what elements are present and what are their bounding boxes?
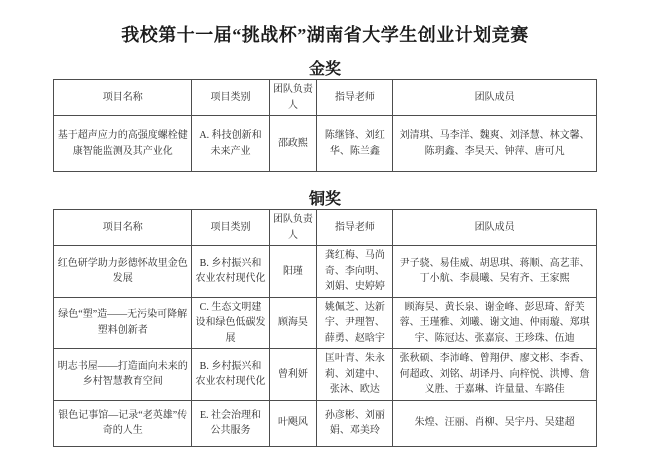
section-heading-bronze: 铜奖 [308, 191, 341, 208]
bronze-table-row [54, 297, 597, 349]
cell-category: A. 科技创新和未来产业 [192, 116, 269, 172]
column-header-advisors: 指导老师 [317, 80, 393, 116]
bronze-table-row [54, 246, 597, 298]
cell-project-name: 基于超声应力的高强度螺栓健康智能监测及其产业化 [54, 116, 192, 172]
bronze-award-table [53, 209, 597, 447]
cell-team-leader: 阳瑾 [269, 246, 317, 298]
column-header-members: 团队成员 [393, 80, 597, 116]
column-header-team-leader: 团队负责人 [269, 210, 317, 246]
cell-category: E. 社会治理和公共服务 [192, 400, 269, 446]
bronze-table-row [54, 349, 597, 401]
cell-advisors: 龚红梅、马尚奇、李向明、刘娟、史婷婷 [317, 246, 393, 298]
bronze-table-row [54, 400, 597, 446]
gold-table-row [54, 116, 597, 172]
cell-advisors: 陈继锋、刘红华、陈兰鑫 [317, 116, 393, 172]
column-header-category: 项目类别 [192, 80, 269, 116]
cell-advisors: 孙彦彬、刘丽娟、邓美玲 [317, 400, 393, 446]
cell-members: 尹子骁、易佳威、胡思琪、蒋顺、高艺菲、丁小航、李晨曦、吴宥齐、王家熙 [393, 246, 597, 298]
column-header-category: 项目类别 [192, 210, 269, 246]
column-header-advisors: 指导老师 [317, 210, 393, 246]
cell-category: C. 生态文明建设和绿色低碳发展 [192, 297, 269, 349]
gold-table-header-row [54, 80, 597, 116]
bronze-table-header-row [54, 210, 597, 246]
cell-team-leader: 顾海昊 [269, 297, 317, 349]
cell-members: 张秋硕、李沛峰、曾翔伊、廖文彬、李香、何超政、刘铭、胡译丹、向梓悦、洪博、詹义胜、于嘉琳、许量量、车路佳 [393, 349, 597, 401]
cell-members: 朱煌、汪丽、肖柳、吴宇丹、吴建超 [393, 400, 597, 446]
cell-category: B. 乡村振兴和农业农村现代化 [192, 246, 269, 298]
cell-advisors: 姚佩芝、达新宇、尹理智、薛勇、赵晗宇 [317, 297, 393, 349]
cell-category: B. 乡村振兴和农业农村现代化 [192, 349, 269, 401]
column-header-members: 团队成员 [393, 210, 597, 246]
column-header-project-name: 项目名称 [54, 210, 192, 246]
cell-advisors: 匡叶青、朱永莉、刘建中、张沐、欧达 [317, 349, 393, 401]
section-heading-gold: 金奖 [308, 61, 341, 78]
column-header-team-leader: 团队负责人 [269, 80, 317, 116]
column-header-project-name: 项目名称 [54, 80, 192, 116]
document-title: 我校第十一届“挑战杯”湖南省大学生创业计划竞赛 [121, 25, 529, 45]
cell-members: 刘清琪、马李洋、魏爽、刘泽慧、林文馨、陈玥鑫、李昊天、钟萍、唐可凡 [393, 116, 597, 172]
cell-team-leader: 邵政熙 [269, 116, 317, 172]
cell-project-name: 绿色“塑”造——无污染可降解塑料创新者 [54, 297, 192, 349]
cell-project-name: 银色记事馆—记录“老英雄”传奇的人生 [54, 400, 192, 446]
cell-members: 顾海昊、黄长泉、谢金峰、彭思琦、舒芙蓉、王瑾雅、刘曦、谢文迪、仲雨璇、郑琪宇、陈冠达、张嘉宸、王珍珠、伍迪 [393, 297, 597, 349]
cell-team-leader: 曾利妍 [269, 349, 317, 401]
gold-award-table [53, 79, 597, 172]
cell-team-leader: 叶飓风 [269, 400, 317, 446]
cell-project-name: 红色研学助力彭德怀故里金色发展 [54, 246, 192, 298]
cell-project-name: 明志书屋——打造面向未来的乡村智慧教育空间 [54, 349, 192, 401]
